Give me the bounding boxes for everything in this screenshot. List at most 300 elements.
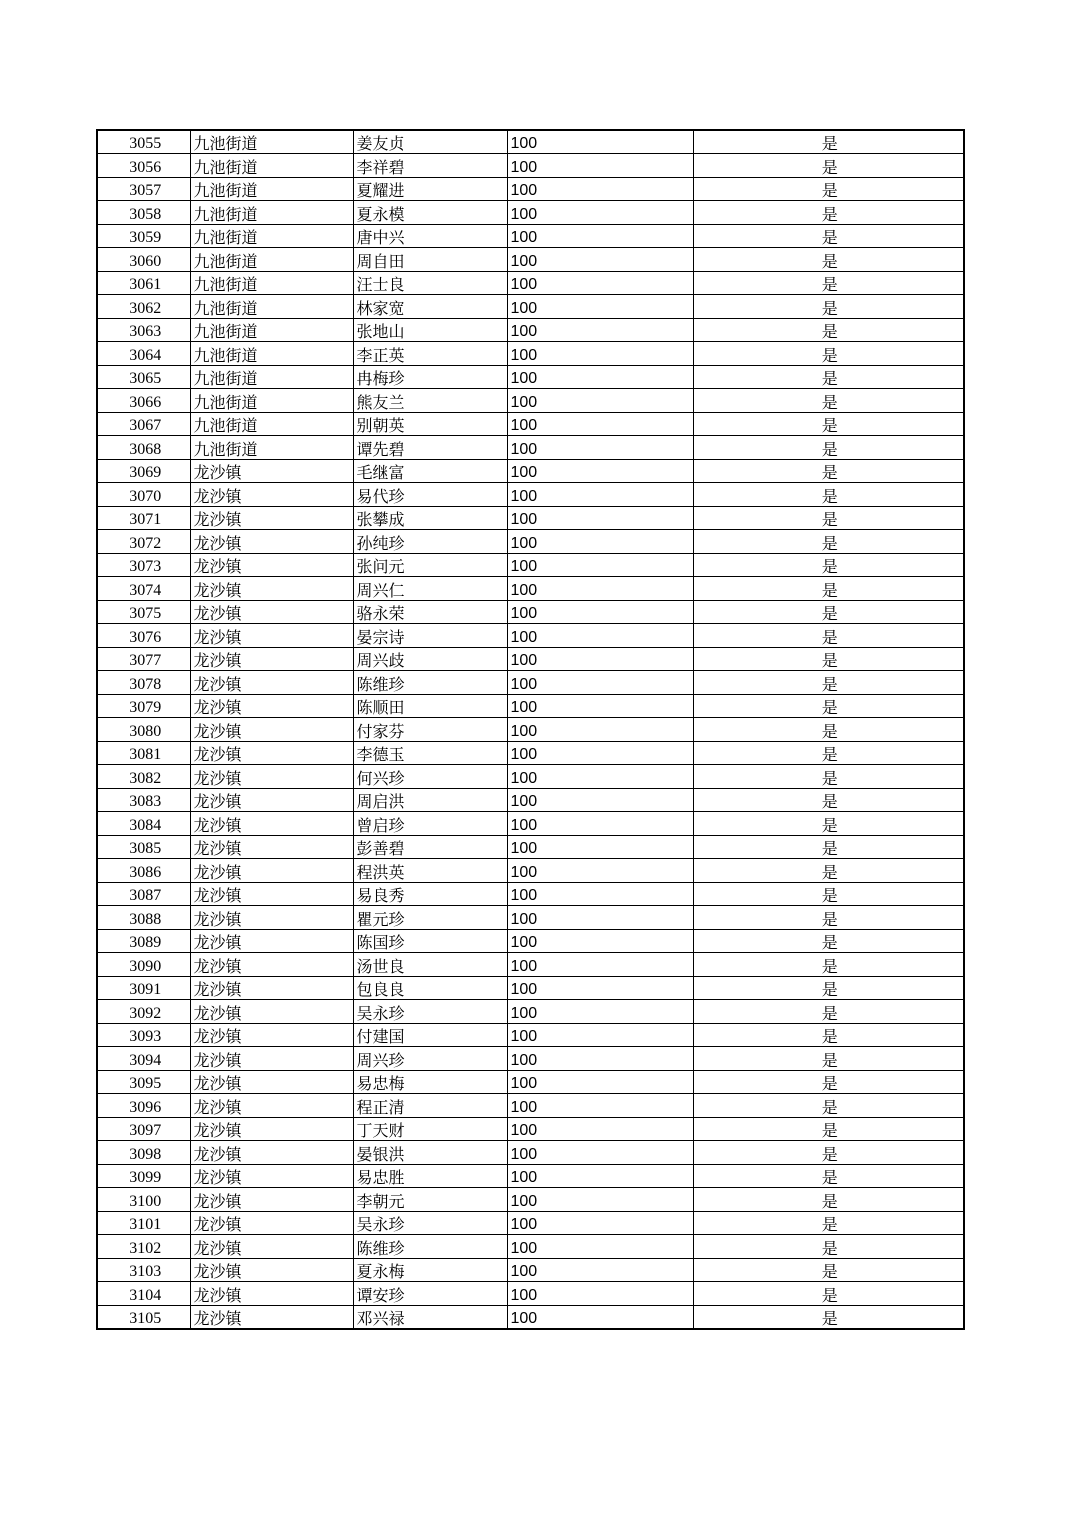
person-name-cell: 陈维珍 (353, 671, 507, 695)
flag-cell: 是 (693, 459, 964, 483)
flag-cell: 是 (693, 1188, 964, 1212)
table-row (97, 459, 964, 483)
row-number-cell: 3076 (97, 624, 190, 648)
table-row (97, 671, 964, 695)
amount-cell: 100 (507, 835, 693, 859)
flag-cell: 是 (693, 1258, 964, 1282)
town-cell: 龙沙镇 (190, 788, 353, 812)
row-number-cell: 3058 (97, 201, 190, 225)
amount-cell: 100 (507, 389, 693, 413)
flag-cell: 是 (693, 1047, 964, 1071)
row-number-cell: 3066 (97, 389, 190, 413)
person-name-cell: 李祥碧 (353, 154, 507, 178)
table-row (97, 506, 964, 530)
flag-cell: 是 (693, 1000, 964, 1024)
person-name-cell: 易忠胜 (353, 1164, 507, 1188)
table-row (97, 647, 964, 671)
person-name-cell: 夏永模 (353, 201, 507, 225)
table-row (97, 201, 964, 225)
flag-cell: 是 (693, 671, 964, 695)
flag-cell: 是 (693, 295, 964, 319)
town-cell: 龙沙镇 (190, 1023, 353, 1047)
table-row (97, 1235, 964, 1259)
amount-cell: 100 (507, 412, 693, 436)
amount-cell: 100 (507, 671, 693, 695)
amount-cell: 100 (507, 765, 693, 789)
town-cell: 龙沙镇 (190, 600, 353, 624)
table-row (97, 929, 964, 953)
amount-cell: 100 (507, 1094, 693, 1118)
row-number-cell: 3091 (97, 976, 190, 1000)
person-name-cell: 张问元 (353, 553, 507, 577)
town-cell: 龙沙镇 (190, 624, 353, 648)
row-number-cell: 3082 (97, 765, 190, 789)
amount-cell: 100 (507, 177, 693, 201)
town-cell: 龙沙镇 (190, 553, 353, 577)
amount-cell: 100 (507, 1305, 693, 1329)
flag-cell: 是 (693, 812, 964, 836)
town-cell: 龙沙镇 (190, 506, 353, 530)
town-cell: 龙沙镇 (190, 1000, 353, 1024)
amount-cell: 100 (507, 906, 693, 930)
person-name-cell: 李正英 (353, 342, 507, 366)
flag-cell: 是 (693, 553, 964, 577)
person-name-cell: 姜友贞 (353, 130, 507, 154)
table-row (97, 788, 964, 812)
amount-cell: 100 (507, 624, 693, 648)
flag-cell: 是 (693, 483, 964, 507)
person-name-cell: 周兴仁 (353, 577, 507, 601)
flag-cell: 是 (693, 718, 964, 742)
row-number-cell: 3092 (97, 1000, 190, 1024)
town-cell: 九池街道 (190, 318, 353, 342)
person-name-cell: 吴永珍 (353, 1211, 507, 1235)
amount-cell: 100 (507, 553, 693, 577)
person-name-cell: 别朝英 (353, 412, 507, 436)
town-cell: 龙沙镇 (190, 1258, 353, 1282)
table-row (97, 1164, 964, 1188)
amount-cell: 100 (507, 929, 693, 953)
roster-table (96, 129, 965, 1330)
flag-cell: 是 (693, 365, 964, 389)
person-name-cell: 李德玉 (353, 741, 507, 765)
table-row (97, 177, 964, 201)
town-cell: 九池街道 (190, 365, 353, 389)
amount-cell: 100 (507, 483, 693, 507)
person-name-cell: 吴永珍 (353, 1000, 507, 1024)
town-cell: 九池街道 (190, 130, 353, 154)
table-row (97, 882, 964, 906)
row-number-cell: 3102 (97, 1235, 190, 1259)
person-name-cell: 易良秀 (353, 882, 507, 906)
person-name-cell: 包良良 (353, 976, 507, 1000)
row-number-cell: 3080 (97, 718, 190, 742)
flag-cell: 是 (693, 929, 964, 953)
flag-cell: 是 (693, 1305, 964, 1329)
amount-cell: 100 (507, 530, 693, 554)
town-cell: 龙沙镇 (190, 530, 353, 554)
row-number-cell: 3065 (97, 365, 190, 389)
table-row (97, 295, 964, 319)
person-name-cell: 何兴珍 (353, 765, 507, 789)
row-number-cell: 3071 (97, 506, 190, 530)
table-row (97, 1282, 964, 1306)
person-name-cell: 彭善碧 (353, 835, 507, 859)
amount-cell: 100 (507, 1047, 693, 1071)
flag-cell: 是 (693, 624, 964, 648)
person-name-cell: 谭先碧 (353, 436, 507, 460)
amount-cell: 100 (507, 1000, 693, 1024)
person-name-cell: 夏耀进 (353, 177, 507, 201)
row-number-cell: 3075 (97, 600, 190, 624)
town-cell: 龙沙镇 (190, 812, 353, 836)
town-cell: 九池街道 (190, 248, 353, 272)
flag-cell: 是 (693, 882, 964, 906)
person-name-cell: 付建国 (353, 1023, 507, 1047)
flag-cell: 是 (693, 412, 964, 436)
amount-cell: 100 (507, 788, 693, 812)
table-row (97, 906, 964, 930)
flag-cell: 是 (693, 1282, 964, 1306)
town-cell: 龙沙镇 (190, 1141, 353, 1165)
person-name-cell: 易忠梅 (353, 1070, 507, 1094)
row-number-cell: 3061 (97, 271, 190, 295)
town-cell: 九池街道 (190, 436, 353, 460)
town-cell: 九池街道 (190, 201, 353, 225)
row-number-cell: 3069 (97, 459, 190, 483)
amount-cell: 100 (507, 295, 693, 319)
row-number-cell: 3064 (97, 342, 190, 366)
flag-cell: 是 (693, 177, 964, 201)
person-name-cell: 林家宽 (353, 295, 507, 319)
table-row (97, 1070, 964, 1094)
flag-cell: 是 (693, 694, 964, 718)
town-cell: 龙沙镇 (190, 1164, 353, 1188)
amount-cell: 100 (507, 1211, 693, 1235)
table-row (97, 835, 964, 859)
town-cell: 九池街道 (190, 295, 353, 319)
row-number-cell: 3060 (97, 248, 190, 272)
person-name-cell: 汪士良 (353, 271, 507, 295)
table-row (97, 1211, 964, 1235)
amount-cell: 100 (507, 1141, 693, 1165)
town-cell: 龙沙镇 (190, 577, 353, 601)
amount-cell: 100 (507, 1282, 693, 1306)
town-cell: 龙沙镇 (190, 859, 353, 883)
town-cell: 龙沙镇 (190, 1282, 353, 1306)
table-row (97, 412, 964, 436)
person-name-cell: 熊友兰 (353, 389, 507, 413)
row-number-cell: 3062 (97, 295, 190, 319)
amount-cell: 100 (507, 718, 693, 742)
row-number-cell: 3072 (97, 530, 190, 554)
table-row (97, 812, 964, 836)
flag-cell: 是 (693, 318, 964, 342)
amount-cell: 100 (507, 741, 693, 765)
amount-cell: 100 (507, 271, 693, 295)
town-cell: 龙沙镇 (190, 694, 353, 718)
person-name-cell: 程洪英 (353, 859, 507, 883)
amount-cell: 100 (507, 224, 693, 248)
table-row (97, 1023, 964, 1047)
town-cell: 九池街道 (190, 271, 353, 295)
amount-cell: 100 (507, 600, 693, 624)
flag-cell: 是 (693, 788, 964, 812)
row-number-cell: 3067 (97, 412, 190, 436)
town-cell: 龙沙镇 (190, 882, 353, 906)
amount-cell: 100 (507, 1235, 693, 1259)
town-cell: 龙沙镇 (190, 1117, 353, 1141)
amount-cell: 100 (507, 342, 693, 366)
row-number-cell: 3086 (97, 859, 190, 883)
person-name-cell: 程正清 (353, 1094, 507, 1118)
town-cell: 龙沙镇 (190, 459, 353, 483)
amount-cell: 100 (507, 1188, 693, 1212)
town-cell: 龙沙镇 (190, 671, 353, 695)
person-name-cell: 周启洪 (353, 788, 507, 812)
town-cell: 龙沙镇 (190, 953, 353, 977)
row-number-cell: 3094 (97, 1047, 190, 1071)
person-name-cell: 孙纯珍 (353, 530, 507, 554)
flag-cell: 是 (693, 1211, 964, 1235)
amount-cell: 100 (507, 318, 693, 342)
table-row (97, 436, 964, 460)
row-number-cell: 3057 (97, 177, 190, 201)
row-number-cell: 3099 (97, 1164, 190, 1188)
flag-cell: 是 (693, 530, 964, 554)
table-row (97, 130, 964, 154)
amount-cell: 100 (507, 976, 693, 1000)
town-cell: 龙沙镇 (190, 483, 353, 507)
table-row (97, 694, 964, 718)
amount-cell: 100 (507, 647, 693, 671)
roster-table-body (97, 130, 964, 1329)
table-row (97, 1141, 964, 1165)
town-cell: 龙沙镇 (190, 741, 353, 765)
amount-cell: 100 (507, 506, 693, 530)
amount-cell: 100 (507, 1164, 693, 1188)
person-name-cell: 陈维珍 (353, 1235, 507, 1259)
flag-cell: 是 (693, 835, 964, 859)
amount-cell: 100 (507, 459, 693, 483)
row-number-cell: 3083 (97, 788, 190, 812)
person-name-cell: 张攀成 (353, 506, 507, 530)
row-number-cell: 3059 (97, 224, 190, 248)
flag-cell: 是 (693, 1023, 964, 1047)
table-row (97, 1188, 964, 1212)
table-row (97, 741, 964, 765)
person-name-cell: 唐中兴 (353, 224, 507, 248)
amount-cell: 100 (507, 201, 693, 225)
flag-cell: 是 (693, 1070, 964, 1094)
person-name-cell: 瞿元珍 (353, 906, 507, 930)
flag-cell: 是 (693, 248, 964, 272)
town-cell: 龙沙镇 (190, 1070, 353, 1094)
town-cell: 龙沙镇 (190, 835, 353, 859)
person-name-cell: 易代珍 (353, 483, 507, 507)
town-cell: 龙沙镇 (190, 1094, 353, 1118)
amount-cell: 100 (507, 1070, 693, 1094)
amount-cell: 100 (507, 882, 693, 906)
person-name-cell: 邓兴禄 (353, 1305, 507, 1329)
person-name-cell: 夏永梅 (353, 1258, 507, 1282)
amount-cell: 100 (507, 577, 693, 601)
flag-cell: 是 (693, 906, 964, 930)
flag-cell: 是 (693, 647, 964, 671)
town-cell: 龙沙镇 (190, 765, 353, 789)
row-number-cell: 3103 (97, 1258, 190, 1282)
amount-cell: 100 (507, 154, 693, 178)
amount-cell: 100 (507, 694, 693, 718)
person-name-cell: 谭安珍 (353, 1282, 507, 1306)
town-cell: 九池街道 (190, 389, 353, 413)
table-row (97, 365, 964, 389)
town-cell: 龙沙镇 (190, 1047, 353, 1071)
table-row (97, 271, 964, 295)
table-row (97, 342, 964, 366)
town-cell: 九池街道 (190, 412, 353, 436)
row-number-cell: 3081 (97, 741, 190, 765)
row-number-cell: 3097 (97, 1117, 190, 1141)
row-number-cell: 3070 (97, 483, 190, 507)
amount-cell: 100 (507, 859, 693, 883)
flag-cell: 是 (693, 201, 964, 225)
amount-cell: 100 (507, 436, 693, 460)
flag-cell: 是 (693, 154, 964, 178)
table-row (97, 318, 964, 342)
table-row (97, 154, 964, 178)
town-cell: 九池街道 (190, 154, 353, 178)
person-name-cell: 付家芬 (353, 718, 507, 742)
row-number-cell: 3078 (97, 671, 190, 695)
table-row (97, 1047, 964, 1071)
flag-cell: 是 (693, 271, 964, 295)
person-name-cell: 晏银洪 (353, 1141, 507, 1165)
row-number-cell: 3056 (97, 154, 190, 178)
town-cell: 龙沙镇 (190, 1211, 353, 1235)
amount-cell: 100 (507, 1117, 693, 1141)
row-number-cell: 3063 (97, 318, 190, 342)
amount-cell: 100 (507, 1258, 693, 1282)
table-row (97, 624, 964, 648)
row-number-cell: 3096 (97, 1094, 190, 1118)
row-number-cell: 3105 (97, 1305, 190, 1329)
row-number-cell: 3077 (97, 647, 190, 671)
person-name-cell: 陈国珍 (353, 929, 507, 953)
row-number-cell: 3088 (97, 906, 190, 930)
table-row (97, 600, 964, 624)
flag-cell: 是 (693, 976, 964, 1000)
amount-cell: 100 (507, 1023, 693, 1047)
amount-cell: 100 (507, 953, 693, 977)
flag-cell: 是 (693, 577, 964, 601)
table-row (97, 530, 964, 554)
row-number-cell: 3085 (97, 835, 190, 859)
person-name-cell: 毛继富 (353, 459, 507, 483)
row-number-cell: 3079 (97, 694, 190, 718)
amount-cell: 100 (507, 365, 693, 389)
flag-cell: 是 (693, 1117, 964, 1141)
flag-cell: 是 (693, 506, 964, 530)
row-number-cell: 3055 (97, 130, 190, 154)
person-name-cell: 曾启珍 (353, 812, 507, 836)
person-name-cell: 丁天财 (353, 1117, 507, 1141)
person-name-cell: 张地山 (353, 318, 507, 342)
town-cell: 龙沙镇 (190, 647, 353, 671)
row-number-cell: 3098 (97, 1141, 190, 1165)
table-row (97, 553, 964, 577)
table-row (97, 718, 964, 742)
flag-cell: 是 (693, 1235, 964, 1259)
flag-cell: 是 (693, 1094, 964, 1118)
row-number-cell: 3090 (97, 953, 190, 977)
flag-cell: 是 (693, 600, 964, 624)
town-cell: 龙沙镇 (190, 929, 353, 953)
table-row (97, 1094, 964, 1118)
flag-cell: 是 (693, 1141, 964, 1165)
flag-cell: 是 (693, 389, 964, 413)
row-number-cell: 3068 (97, 436, 190, 460)
row-number-cell: 3084 (97, 812, 190, 836)
flag-cell: 是 (693, 342, 964, 366)
row-number-cell: 3100 (97, 1188, 190, 1212)
flag-cell: 是 (693, 130, 964, 154)
person-name-cell: 陈顺田 (353, 694, 507, 718)
flag-cell: 是 (693, 953, 964, 977)
flag-cell: 是 (693, 765, 964, 789)
row-number-cell: 3074 (97, 577, 190, 601)
table-row (97, 765, 964, 789)
flag-cell: 是 (693, 436, 964, 460)
amount-cell: 100 (507, 812, 693, 836)
town-cell: 九池街道 (190, 342, 353, 366)
person-name-cell: 周兴歧 (353, 647, 507, 671)
table-row (97, 389, 964, 413)
person-name-cell: 冉梅珍 (353, 365, 507, 389)
amount-cell: 100 (507, 248, 693, 272)
person-name-cell: 周自田 (353, 248, 507, 272)
table-row (97, 1117, 964, 1141)
row-number-cell: 3095 (97, 1070, 190, 1094)
row-number-cell: 3089 (97, 929, 190, 953)
flag-cell: 是 (693, 224, 964, 248)
town-cell: 龙沙镇 (190, 1305, 353, 1329)
table-row (97, 1000, 964, 1024)
table-row (97, 483, 964, 507)
person-name-cell: 晏宗诗 (353, 624, 507, 648)
flag-cell: 是 (693, 1164, 964, 1188)
row-number-cell: 3073 (97, 553, 190, 577)
town-cell: 龙沙镇 (190, 906, 353, 930)
row-number-cell: 3104 (97, 1282, 190, 1306)
row-number-cell: 3087 (97, 882, 190, 906)
table-row (97, 976, 964, 1000)
person-name-cell: 骆永荣 (353, 600, 507, 624)
person-name-cell: 汤世良 (353, 953, 507, 977)
row-number-cell: 3093 (97, 1023, 190, 1047)
table-row (97, 1305, 964, 1329)
town-cell: 龙沙镇 (190, 976, 353, 1000)
town-cell: 龙沙镇 (190, 1188, 353, 1212)
table-row (97, 1258, 964, 1282)
table-row (97, 953, 964, 977)
town-cell: 龙沙镇 (190, 718, 353, 742)
row-number-cell: 3101 (97, 1211, 190, 1235)
table-row (97, 859, 964, 883)
flag-cell: 是 (693, 741, 964, 765)
amount-cell: 100 (507, 130, 693, 154)
town-cell: 九池街道 (190, 177, 353, 201)
